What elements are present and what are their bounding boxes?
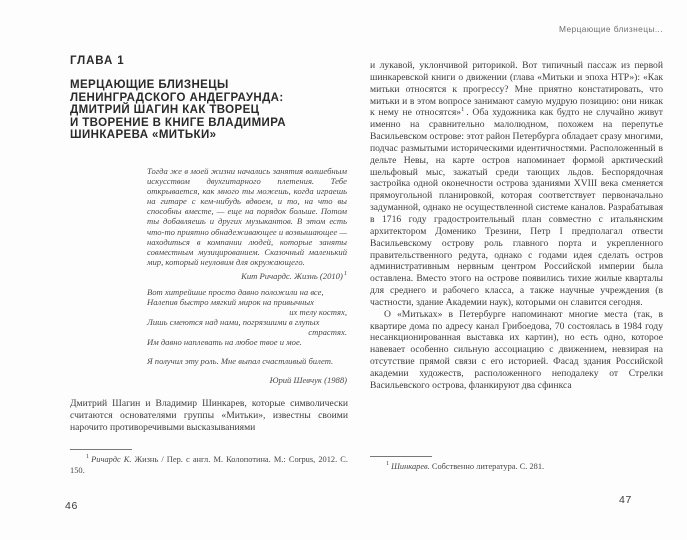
page-number-left: 46 [65, 500, 78, 512]
verse-closing-line: Я получил эту роль. Мне выпал счастливый билет. [147, 355, 334, 366]
verse-line: страстях. [308, 327, 347, 338]
footnote-source: Ричардс К. [91, 455, 132, 464]
verse-line: Лишь смеются над нами, погрязшими в глупых [147, 317, 320, 328]
epigraph-prose-text: Тогда же в моей жизни начались занятия волшебным искусством двухгитарного плетения. Тебе открывается, как много ты можешь, когда играешь на гитаре с кем-нибудь вдвоем, и то, на что вы способны вместе, — еще на порядок больше. Потом ты добавляешь и других музыкантов. В этом есть что-то приятно обнадеживающее и возвышающее — находиться в компании людей, которые заняты совместным музицированием. Сказочный маленький мир, который неуловим для окружающего. [147, 166, 347, 267]
body-paragraph: Дмитрий Шагин и Владимир Шинкарев, которые символически считаются основателями группы «Митьки», известны своими нарочито противоречивыми высказываниями [70, 398, 348, 433]
footnote-rule [370, 456, 432, 457]
chapter-title [70, 79, 348, 142]
footnote-rest: Жизнь / Пер. с англ. М. Колопотина. М.: Corpus, 2012. С. 150. [70, 455, 348, 475]
page-left [65, 0, 348, 540]
chapter-title-line: И ТВОРЕНИЕ В КНИГЕ ВЛАДИМИРА [70, 116, 286, 129]
verse-line: Вот хитрейшие просто давно положили на все, [147, 287, 324, 297]
chapter-title-line: ДМИТРИЙ ШАГИН КАК ТВОРЕЦ [70, 104, 260, 117]
footnote-text [370, 461, 663, 472]
epigraph-footnote-mark: 1 [343, 270, 347, 278]
footnote-block [70, 449, 348, 476]
footnote-text [70, 454, 348, 476]
epigraph-verse-attribution: Юрий Шевчук (1988) [269, 374, 347, 385]
body-paragraph: О «Митьках» в Петербурге напоминают многие места (так, в квартире дома по адресу канал Грибоедова, 70 состоялась в 1984 году несанкционированная выставка их картин), но есть одно, которое навевает особенно сильную ассоциацию с движением, невзирая на отсутствие прямой связи с его историей. Фасад здания Российской академии художеств, расположенного неподалеку от Стрелки Васильевского острова, фланкируют два сфинкса [370, 308, 663, 391]
footnote-source: Шинкарев. [391, 462, 430, 471]
chapter-title-line: ЛЕНИНГРАДСКОГО АНДЕГРАУНДА: [70, 91, 284, 104]
footnote-mark: 1 [386, 460, 390, 468]
page-number-right: 47 [619, 494, 632, 506]
verse-line: Налепив быстро мягкий мирок на привычных [147, 297, 314, 308]
epigraph-prose [147, 166, 347, 281]
chapter-label: ГЛАВА 1 [70, 55, 125, 67]
running-header: Мерцающие близнецы... [559, 24, 663, 34]
epigraph-verse [147, 287, 347, 385]
page-right [370, 0, 663, 540]
footnote-reference-mark: 1 [461, 106, 465, 114]
verse-line: их телу костях, [289, 307, 347, 318]
footnote-rest: Собственно литература. С. 281. [429, 462, 545, 471]
footnote-mark: 1 [86, 453, 90, 461]
chapter-title-line: ШИНКАРЕВА «МИТЬКИ» [70, 129, 217, 142]
verse-line: Им давно наплевать на любое твое и мое. [147, 337, 302, 348]
epigraph-prose-attribution: Кит Ричардс. Жизнь $(2010)^1$ [241, 270, 347, 281]
body-column [370, 60, 663, 392]
footnote-block [370, 456, 663, 472]
body-paragraph: и лукавой, уклончивой риторикой. Вот типичный пассаж из первой шинкаревской книги о движении (глава «Митьки и эпоха НТР»): «Как митьки относятся к прогрессу? Мне приятно констатировать, что митьки и в этом вопросе занимают самую мудрую позицию: они никак к нему не относятся»$^1$ . Оба художника как будто не случайно живут именно на сравнительно малолюдном, похожем на перепутье Васильевском острове: этот район Петербурга обладает сразу многими, подчас размытыми историческими идентичностями. Расположенный в дельте Невы, на карте остров напоминает формой арктический шельфовый мыс, зажатый среди тающих льдов. Беспорядочная застройка одной оконечности острова зданиями XVIII века сменяется прямоугольной планировкой, которая соответствует первоначально задуманной, однако не осуществленной системе каналов. Разрабатывая в 1716 году градостроительный план совместно с итальянским архитектором Доменико Трезини, Петр I предполагал отвести Васильевскому острову роль главного порта и укрепленного правительственного редута, однако с годами идея сделать остров административным нервным центром Российской империи была оставлена. Вместо этого на острове появились тихие жилые кварталы для среднего и рабочего класса, а также научные учреждения (в частности, здание Академии наук), которыми он славится сегодня. [370, 60, 663, 308]
footnote-rule [70, 449, 132, 450]
chapter-title-line: МЕРЦАЮЩИЕ БЛИЗНЕЦЫ [70, 79, 229, 91]
